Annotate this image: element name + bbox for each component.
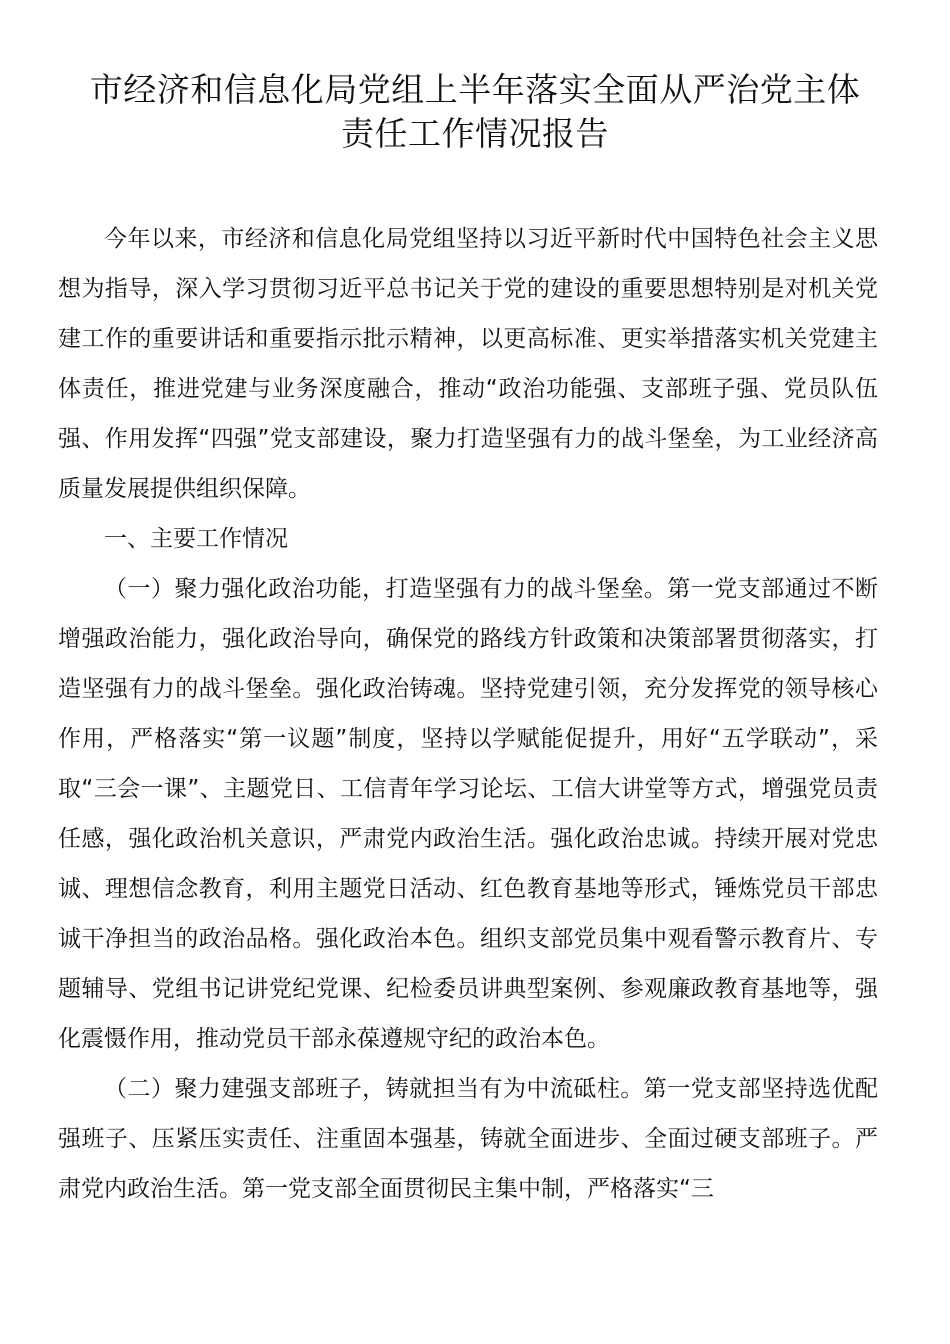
paragraph-section-2: （二）聚力建强支部班子，铸就担当有为中流砥柱。第一党支部坚持选优配强班子、压紧压实责任、注重固本强基，铸就全面进步、全面过硬支部班子。严肃党内政治生活。第一党支部全面贯彻民主集中制，严格落实“三 [58, 1076, 878, 1202]
paragraph-section-1: （一）聚力强化政治功能，打造坚强有力的战斗堡垒。第一党支部通过不断增强政治能力，强化政治导向，确保党的路线方针政策和决策部署贯彻落实，打造坚强有力的战斗堡垒。强化政治铸魂。坚持党建引领，充分发挥党的领导核心作用，严格落实“第一议题”制度，坚持以学赋能促提升，用好“五学联动”，采取“三会一课”、主题党日、工信青年学习论坛、工信大讲堂等方式，增强党员责任感，强化政治机关意识，严肃党内政治生活。强化政治忠诚。持续开展对党忠诚、理想信念教育，利用主题党日活动、红色教育基地等形式，锤炼党员干部忠诚干净担当的政治品格。强化政治本色。组织支部党员集中观看警示教育片、专题辅导、党组书记讲党纪党课、纪检委员讲典型案例、参观廉政教育基地等，强化震慑作用，推动党员干部永葆遵规守纪的政治本色。 [58, 576, 878, 1052]
document-title [60, 68, 890, 156]
document-body [58, 214, 878, 1214]
paragraph-intro: 今年以来，市经济和信息化局党组坚持以习近平新时代中国特色社会主义思想为指导，深入学习贯彻习近平总书记关于党的建设的重要思想特别是对机关党建工作的重要讲话和重要指示批示精神，以更高标准、更实举措落实机关党建主体责任，推进党建与业务深度融合，推动“政治功能强、支部班子强、党员队伍强、作用发挥“四强”党支部建设，聚力打造坚强有力的战斗堡垒，为工业经济高质量发展提供组织保障。 [58, 226, 878, 502]
section-heading: 一、主要工作情况 [104, 526, 288, 552]
title-line-2: 责任工作情况报告 [341, 114, 609, 153]
title-line-1: 市经济和信息化局党组上半年落实全面从严治党主体 [89, 70, 861, 109]
